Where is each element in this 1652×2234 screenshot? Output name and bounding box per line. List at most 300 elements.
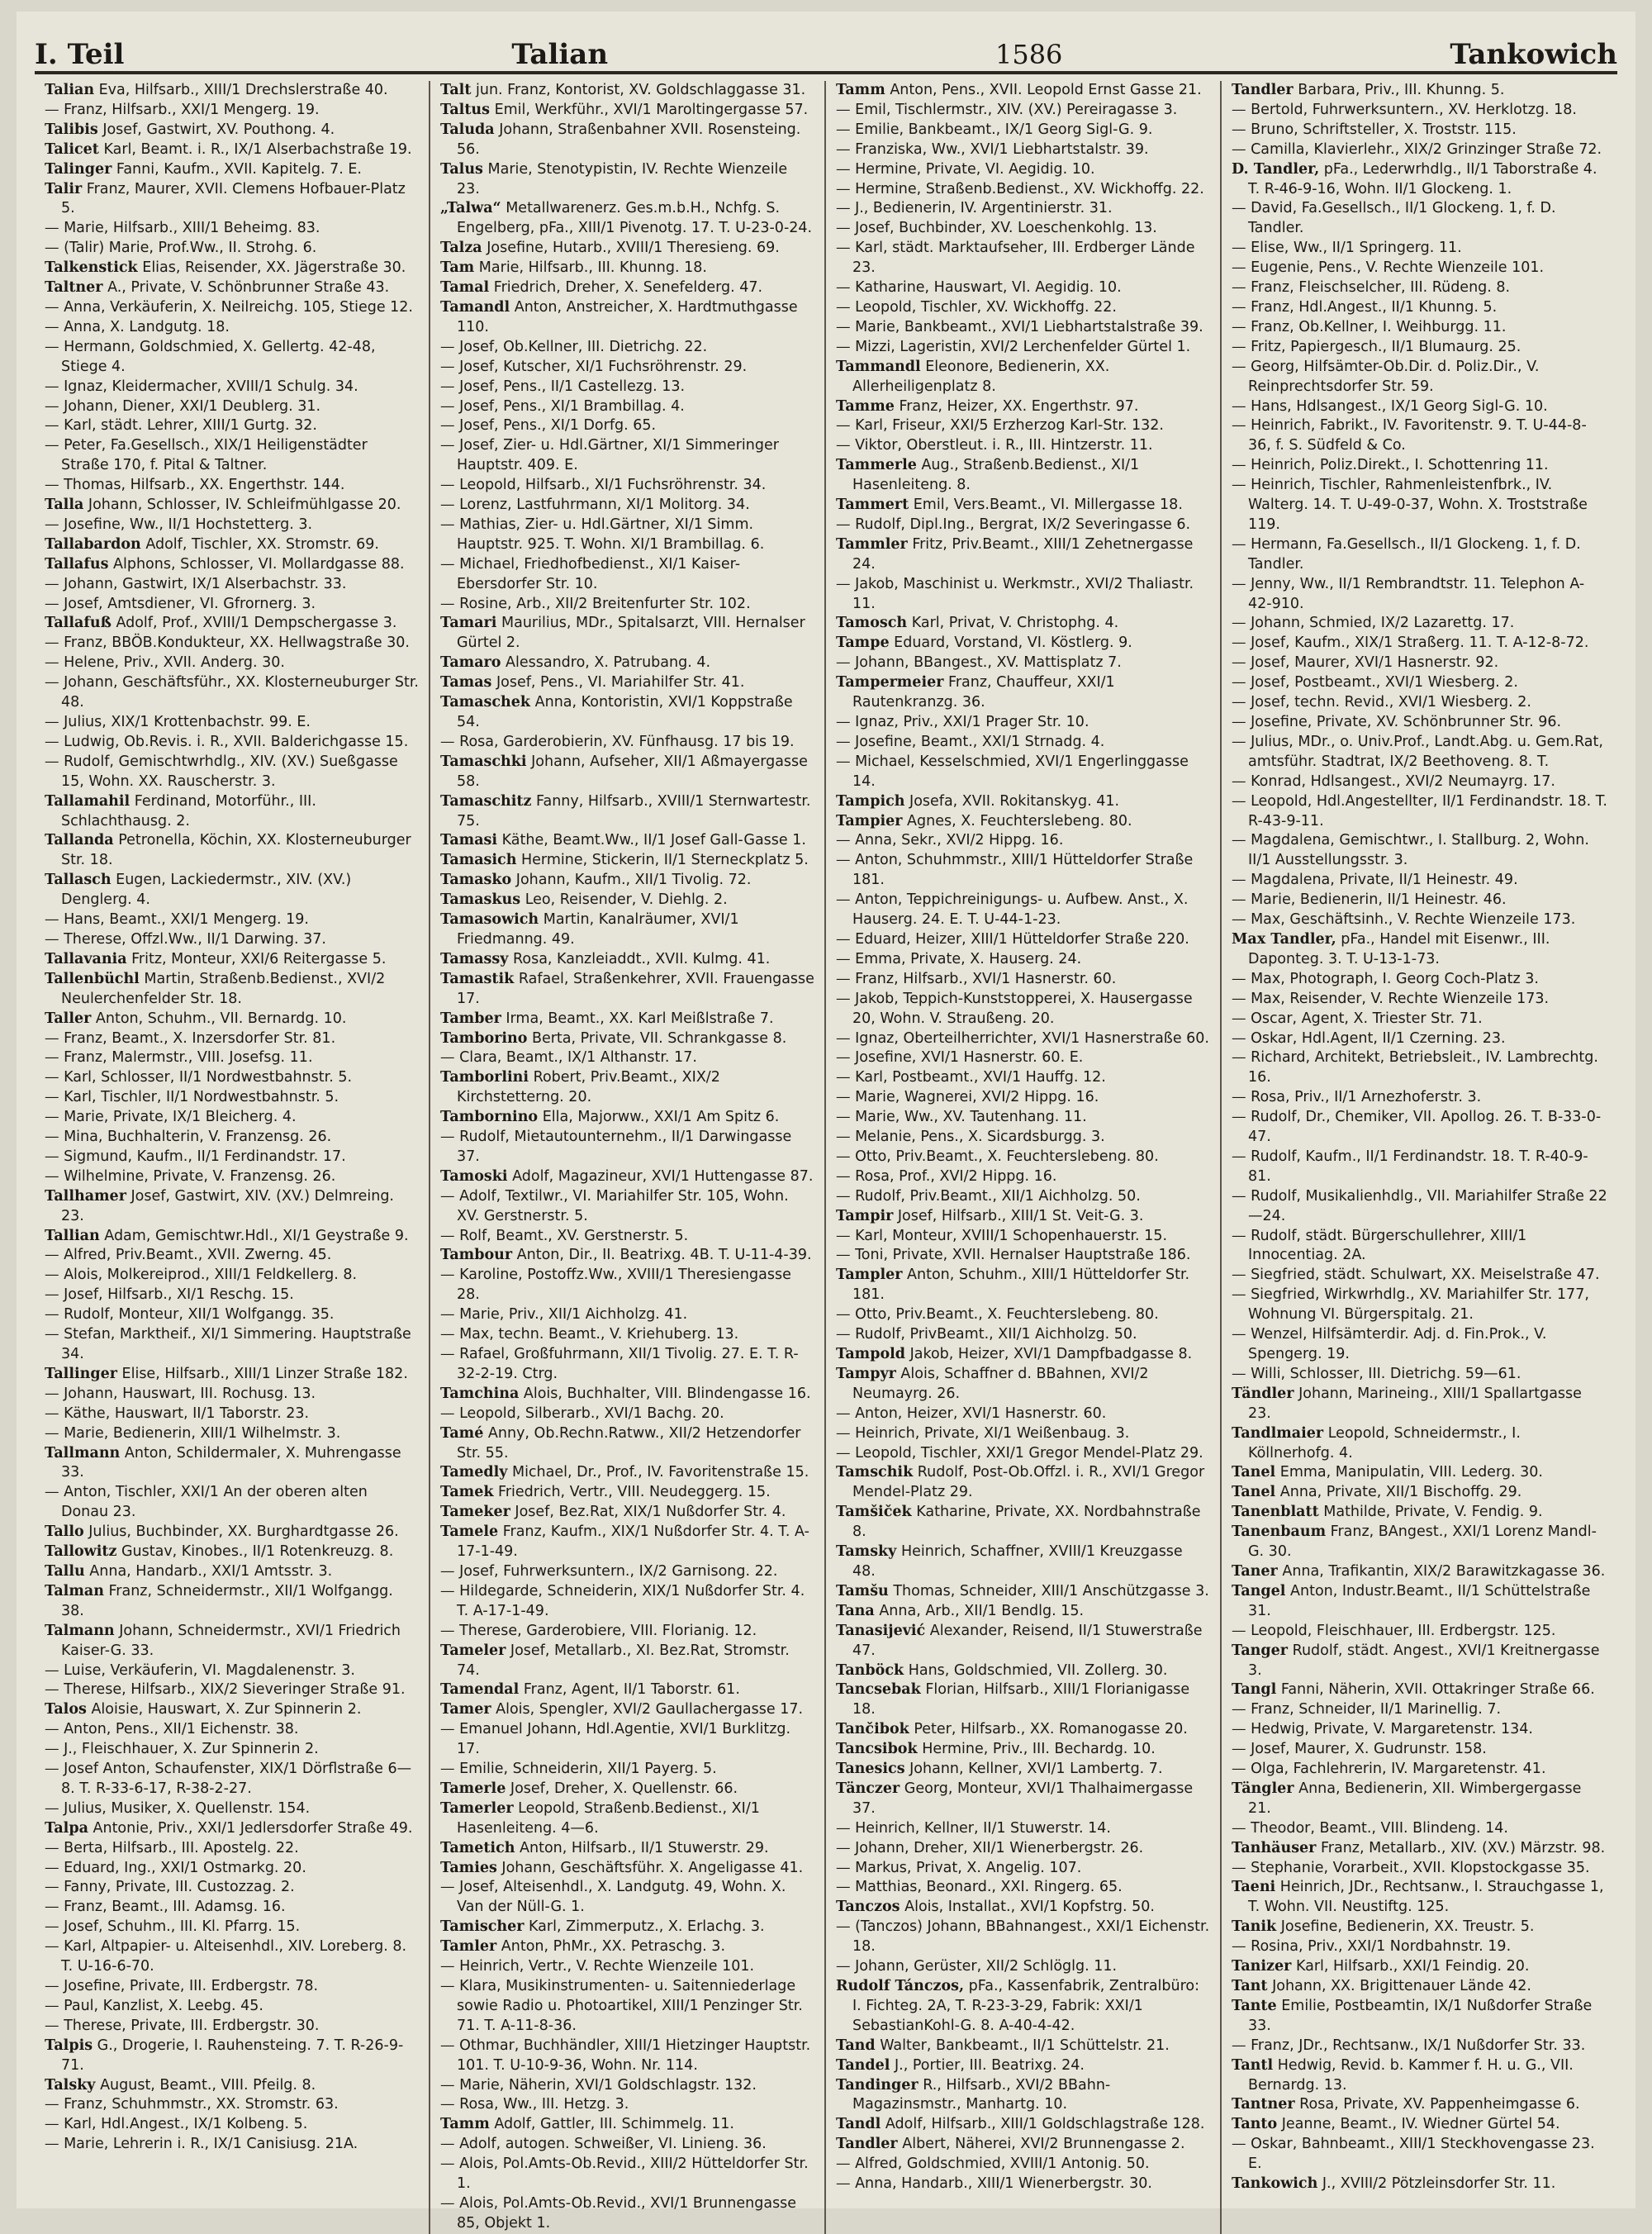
directory-entry (45, 1859, 419, 1879)
entry-name: — (1232, 358, 1246, 375)
entry-details: Heinrich, JDr., Rechtsanw., I. Strauchgasse 1, T. Wohn. VII. Neustiftg. 125. (1248, 1879, 1604, 1916)
entry-name: — (45, 477, 59, 494)
entry-details: Josef, Pens., XI/1 Brambillag. 4. (459, 397, 685, 415)
directory-entry (836, 298, 1210, 318)
entry-name: — (45, 654, 59, 672)
entry-name: Tamaskus (440, 891, 521, 909)
entry-details: Clara, Beamt., IX/1 Althanstr. 17. (459, 1049, 697, 1067)
entry-details: Josef, Fuhrwerksuntern., IX/2 Garnisong. 22. (459, 1562, 778, 1580)
directory-entry (836, 535, 1210, 575)
directory-entry (45, 673, 419, 713)
entry-name: Tallamahil (45, 792, 131, 810)
directory-entry (1232, 140, 1607, 160)
entry-details: Anton, PhMr., XX. Petraschg. 3. (501, 1938, 726, 1956)
entry-details: Josefine, Hutarb., XVIII/1 Theresieng. 69. (487, 240, 780, 257)
entry-details: Rosine, Arb., XII/2 Breitenfurter Str. 102. (459, 595, 751, 612)
entry-name: — (440, 397, 455, 415)
entry-details: Franz, Heizer, XX. Engerthstr. 97. (899, 397, 1139, 415)
entry-name: — (836, 1918, 851, 1936)
entry-details: Josef, Schuhm., III. Kl. Pfarrg. 15. (64, 1918, 301, 1936)
directory-entry (1232, 1048, 1607, 1088)
entry-name: — (45, 1326, 59, 1343)
entry-details: Karl, Monteur, XVIII/1 Schopenhauerstr. 15. (855, 1227, 1168, 1244)
entry-name: — (1232, 397, 1246, 415)
entry-name: Tändler (1232, 1385, 1294, 1402)
entry-name: — (45, 1167, 59, 1185)
entry-details: Anna, Private, XII/1 Bischoffg. 29. (1279, 1484, 1522, 1501)
directory-entry (440, 1562, 814, 1582)
directory-entry (836, 2115, 1210, 2135)
entry-name: Taeni (1232, 1879, 1276, 1896)
entry-name: — (1232, 1741, 1246, 1758)
directory-entry (440, 693, 814, 733)
entry-name: Tamerle (440, 1780, 506, 1797)
entry-details: Josef, Amtsdiener, VI. Gfrornerg. 3. (64, 595, 316, 612)
entry-name: Tandlmaier (1232, 1424, 1324, 1442)
column-1 (35, 81, 430, 2234)
entry-name: Tanenblatt (1232, 1504, 1319, 1521)
entry-details: Peter, Fa.Gesellsch., XIX/1 Heiligenstädter Straße 170, f. Pital & Taltner. (61, 437, 368, 474)
directory-entry (45, 1227, 419, 1247)
entry-details: (Talir) Marie, Prof.Ww., II. Strohg. 6. (64, 240, 317, 257)
entry-details: Leopold, Schneidermstr., I. Köllnerhofg. 4. (1248, 1424, 1521, 1462)
directory-entry (836, 970, 1210, 990)
entry-details: Karl, Friseur, XXI/5 Erzherzog Karl-Str. 132. (855, 417, 1164, 435)
entry-details: Josef, Kaufm., XIX/1 Straßerg. 11. T. A-12-8-72. (1251, 635, 1589, 652)
entry-details: Karl, Tischler, II/1 Nordwestbahnstr. 5. (64, 1089, 339, 1106)
entry-name: Tameker (440, 1504, 510, 1521)
entry-name: — (45, 2116, 59, 2133)
entry-details: Hermine, Stickerin, II/1 Sterneckplatz 5. (521, 852, 809, 869)
directory-entry (836, 673, 1210, 713)
entry-name: — (45, 1661, 59, 1679)
entry-name: — (45, 1859, 59, 1876)
entry-name: — (836, 1167, 851, 1185)
directory-entry (836, 1898, 1210, 1918)
directory-entry (45, 2037, 419, 2076)
entry-name: Tanik (1232, 1918, 1277, 1936)
entry-name: — (45, 2136, 59, 2153)
entry-details: Franz, Metallarb., XIV. (XV.) Märzstr. 98. (1320, 1839, 1606, 1856)
directory-entry (45, 2076, 419, 2096)
directory-page (17, 12, 1635, 2232)
entry-details: Jeanne, Beamt., IV. Wiedner Gürtel 54. (1281, 2116, 1560, 2133)
entry-details: Marie, Priv., XII/1 Aichholzg. 41. (459, 1306, 688, 1324)
entry-name: — (1232, 140, 1246, 158)
directory-entry (440, 1977, 814, 2037)
directory-entry (1232, 1622, 1607, 1642)
directory-entry (45, 1760, 419, 1799)
entry-name: Tamborino (440, 1029, 528, 1047)
entry-details: Hedwig, Revid. b. Kammer f. H. u. G., VII. Bernardg. 13. (1248, 2056, 1574, 2094)
entry-name: — (45, 220, 59, 237)
directory-entry (1232, 318, 1607, 338)
directory-entry (45, 2017, 419, 2037)
entry-details: Josefine, XVI/1 Hasnerstr. 60. E. (855, 1049, 1084, 1067)
entry-name: Tallu (45, 1562, 85, 1580)
directory-entry (440, 970, 814, 1010)
entry-details: Ignaz, Oberteilherrichter, XVI/1 Hasnerstraße 60. (855, 1029, 1209, 1047)
directory-entry (836, 1918, 1210, 1957)
entry-details: Alois, Installat., XVI/1 Kopfstrg. 50. (904, 1899, 1155, 1916)
entry-name: Tallo (45, 1523, 84, 1541)
entry-details: Antonie, Priv., XXI/1 Jedlersdorfer Straße 49. (93, 1819, 413, 1837)
directory-entry (440, 397, 814, 417)
entry-name: Tammler (836, 535, 908, 553)
directory-entry (1232, 535, 1607, 575)
entry-name: Tamšu (836, 1582, 889, 1599)
entry-details: Anton, Schuhmmstr., XIII/1 Hütteldorfer Straße 181. (852, 852, 1194, 889)
entry-name: — (836, 1326, 851, 1343)
directory-entry (836, 1582, 1210, 1602)
entry-name: — (45, 1405, 59, 1422)
entry-name: Tam (440, 259, 475, 277)
directory-entry (45, 1819, 419, 1839)
directory-entry (1232, 1720, 1607, 1740)
entry-name: — (45, 1089, 59, 1106)
entry-details: Josef, Metallarb., XI. Bez.Rat, Stromstr. 74. (457, 1642, 790, 1679)
entry-name: — (1232, 1049, 1246, 1067)
entry-name: — (1232, 714, 1246, 730)
entry-details: Theodor, Beamt., VIII. Blindeng. 14. (1251, 1819, 1508, 1837)
entry-name: — (45, 1761, 59, 1778)
entry-details: J., Portier, III. Beatrixg. 24. (895, 2056, 1085, 2074)
entry-details: Marie, Ww., XV. Tautenhang. 11. (855, 1109, 1087, 1126)
entry-details: Leopold, Hilfsarb., XI/1 Fuchsröhrenstr. 34. (459, 477, 767, 494)
entry-name: — (836, 1049, 851, 1067)
entry-name: — (836, 970, 851, 987)
directory-entry (1232, 1523, 1607, 1562)
entry-name: Talibis (45, 121, 98, 138)
directory-entry (440, 1167, 814, 1187)
entry-details: Hermann, Fa.Gesellsch., II/1 Glockeng. 1, f. D. Tandler. (1248, 535, 1581, 573)
directory-entry (836, 1859, 1210, 1879)
directory-entry (45, 1148, 419, 1167)
entry-name: — (440, 555, 455, 573)
directory-entry (1232, 101, 1607, 121)
entry-name: — (1232, 1227, 1246, 1244)
directory-entry (45, 1286, 419, 1305)
entry-details: Franz, Hilfsarb., XXI/1 Mengerg. 19. (64, 101, 320, 118)
entry-name: — (1232, 792, 1246, 810)
directory-entry (45, 575, 419, 595)
entry-details: Michael, Friedhofbedienst., XI/1 Kaiser-Ebersdorfer Str. 10. (457, 555, 741, 592)
entry-details: Fritz, Priv.Beamt., XIII/1 Zehetnergasse 24. (852, 535, 1194, 573)
directory-entry (440, 1878, 814, 1918)
entry-details: Karl, städt. Marktaufseher, III. Erdberger Lände 23. (852, 240, 1195, 277)
entry-details: Anna, Sekr., XVI/2 Hippg. 16. (855, 832, 1064, 849)
part-label: I. Teil (35, 38, 125, 71)
entry-name: — (45, 397, 59, 415)
directory-entry (440, 1068, 814, 1108)
directory-entry (1232, 930, 1607, 970)
entry-details: Magdalena, Gemischtwr., I. Stallburg. 2, Wohn. II/1 Ausstellungsstr. 3. (1248, 832, 1589, 869)
entry-details: Josef, Alteisenhdl., X. Landgutg. 49, Wohn. X. Van der Nüll-G. 1. (457, 1879, 786, 1916)
entry-details: Paul, Kanzlist, X. Leebg. 45. (64, 1997, 263, 2014)
entry-details: Ferdinand, Motorführ., III. Schlachthausg. 2. (61, 792, 316, 829)
directory-entry (45, 1483, 419, 1523)
entry-details: Marie, Hilfsarb., III. Khunng. 18. (478, 259, 707, 277)
directory-entry (45, 614, 419, 634)
entry-name: Tanböck (836, 1661, 904, 1679)
entry-details: Luise, Verkäuferin, VI. Magdalenenstr. 3. (64, 1661, 355, 1679)
entry-details: Fanni, Näherin, XVII. Ottakringer Straße 66. (1280, 1681, 1595, 1699)
entry-name: — (45, 101, 59, 118)
entry-name: — (45, 753, 59, 770)
entry-name: — (45, 911, 59, 929)
entry-name: — (836, 1444, 851, 1462)
directory-entry (836, 318, 1210, 338)
entry-name: — (1232, 318, 1246, 335)
directory-entry (440, 1523, 814, 1562)
directory-entry (45, 1622, 419, 1661)
entry-details: Anton, Pens., XII/1 Eichenstr. 38. (64, 1721, 299, 1738)
entry-details: Anna, Arb., XII/1 Bendlg. 15. (879, 1602, 1085, 1619)
entry-name: — (45, 674, 59, 692)
directory-entry (836, 1148, 1210, 1167)
entry-name: Tallasch (45, 872, 112, 889)
entry-name: — (836, 714, 851, 730)
entry-details: Rosina, Priv., XXI/1 Nordbahnstr. 19. (1251, 1938, 1512, 1956)
entry-details: Thomas, Schneider, XIII/1 Anschützgasse 3. (893, 1582, 1209, 1599)
directory-entry (1232, 1325, 1607, 1365)
entry-details: Franz, Maurer, XVII. Clemens Hofbauer-Platz 5. (61, 180, 406, 217)
entry-name: — (1232, 1938, 1246, 1956)
entry-details: Magdalena, Private, II/1 Heinestr. 49. (1251, 872, 1518, 889)
entry-details: Rafael, Straßenkehrer, XVII. Frauengasse 17. (457, 970, 814, 1007)
directory-entry (45, 1720, 419, 1740)
entry-details: Adolf, Tischler, XX. Stromstr. 69. (145, 535, 379, 553)
entry-details: Adolf, Prof., XVIII/1 Dempschergasse 3. (116, 615, 397, 632)
entry-name: Tandl (836, 2116, 881, 2133)
directory-entry (836, 1048, 1210, 1068)
entry-details: Alfred, Goldschmied, XVIII/1 Antonig. 50. (855, 2156, 1150, 2173)
directory-entry (1232, 1582, 1607, 1622)
entry-details: Aloisie, Hauswart, X. Zur Spinnerin 2. (91, 1701, 362, 1718)
entry-name: Tamele (440, 1523, 499, 1541)
entry-details: Emilie, Bankbeamt., IX/1 Georg Sigl-G. 9. (855, 121, 1153, 138)
entry-name: — (1232, 654, 1246, 672)
entry-name: Talkenstick (45, 259, 138, 277)
entry-details: Fanni, Kaufm., XVII. Kapitelg. 7. E. (116, 160, 362, 178)
directory-entry (45, 1740, 419, 1760)
directory-entry (440, 516, 814, 555)
directory-entry (45, 121, 419, 140)
entry-name: — (440, 1187, 455, 1205)
entry-name: Tallhamer (45, 1187, 126, 1205)
entry-name: Tana (836, 1602, 875, 1619)
entry-name: — (836, 417, 851, 435)
directory-entry (440, 2076, 814, 2096)
directory-entry (45, 1799, 419, 1819)
directory-entry (1232, 575, 1607, 615)
entry-name: — (836, 1839, 851, 1856)
directory-entry (1232, 2115, 1607, 2135)
directory-entry (440, 1108, 814, 1128)
directory-entry (440, 2095, 814, 2115)
entry-details: Leo, Reisender, V. Diehlg. 2. (525, 891, 728, 909)
directory-entry (440, 1483, 814, 1503)
entry-name: — (440, 378, 455, 395)
entry-details: Johann, XX. Brigittenauer Lände 42. (1272, 1978, 1531, 1994)
entry-name: Tampyr (836, 1365, 896, 1382)
directory-entry (1232, 891, 1607, 910)
directory-entry (836, 180, 1210, 200)
entry-details: Leopold, Hdl.Angestellter, II/1 Ferdinandstr. 18. T. R-43-9-11. (1248, 792, 1607, 829)
entry-name: Tammerle (836, 457, 917, 474)
directory-entry (45, 1305, 419, 1325)
entry-details: Berta, Private, VII. Schrankgasse 8. (531, 1029, 787, 1047)
directory-entry (45, 1582, 419, 1622)
entry-name: — (836, 930, 851, 948)
directory-entry (836, 81, 1210, 101)
directory-entry (440, 298, 814, 338)
directory-entry (1232, 1286, 1607, 1325)
directory-entry (440, 1463, 814, 1483)
entry-name: — (836, 1859, 851, 1876)
directory-entry (1232, 772, 1607, 792)
directory-entry (440, 1246, 814, 1266)
entry-name: — (45, 1799, 59, 1817)
directory-entry (836, 1029, 1210, 1049)
directory-entry (45, 1405, 419, 1424)
directory-entry (1232, 990, 1607, 1010)
page-header (35, 33, 1617, 74)
directory-entry (440, 891, 814, 910)
directory-entry (836, 1602, 1210, 1622)
directory-entry (45, 1523, 419, 1542)
entry-name: Tantner (1232, 2096, 1295, 2113)
directory-entry (440, 1720, 814, 1760)
directory-entry (1232, 1227, 1607, 1267)
entry-details: Marie, Bedienerin, II/1 Heinestr. 46. (1251, 891, 1507, 909)
entry-name: Talt (440, 82, 472, 98)
entry-details: Emma, Manipulatin, VIII. Lederg. 30. (1279, 1464, 1543, 1481)
directory-entry (45, 1898, 419, 1918)
directory-entry (836, 140, 1210, 160)
entry-name: Tangl (1232, 1681, 1277, 1699)
directory-entry (1232, 199, 1607, 239)
entry-name: — (836, 1187, 851, 1205)
directory-entry (45, 476, 419, 496)
first-entry-guide-word: Talian (511, 38, 609, 71)
directory-entry (440, 416, 814, 436)
directory-entry (1232, 1562, 1607, 1582)
directory-entry (836, 1227, 1210, 1247)
entry-name: Rudolf Tánczos, (836, 1978, 965, 1994)
directory-entry (45, 239, 419, 259)
entry-details: Florian, Hilfsarb., XIII/1 Florianigasse 18. (852, 1681, 1190, 1718)
directory-entry (836, 1266, 1210, 1305)
entry-name: — (1232, 1148, 1246, 1165)
page-number: 1586 (995, 39, 1063, 70)
entry-details: Johann, Geschäftsführ. X. Angeligasse 41. (501, 1859, 804, 1876)
entry-details: Josefine, Beamt., XXI/1 Strnadg. 4. (855, 733, 1105, 750)
entry-details: Josefine, Bedienerin, XX. Treustr. 5. (1280, 1918, 1535, 1936)
entry-details: Mathilde, Private, V. Fendig. 9. (1323, 1504, 1543, 1521)
directory-entry (836, 1780, 1210, 1819)
entry-details: Otto, Priv.Beamt., X. Feuchterslebeng. 80. (855, 1148, 1159, 1165)
entry-name: — (1232, 200, 1246, 217)
entry-name: — (440, 1346, 455, 1362)
entry-details: Oskar, Hdl.Agent, II/1 Czerning. 23. (1251, 1029, 1506, 1047)
entry-name: — (1232, 1622, 1246, 1639)
directory-entry (45, 555, 419, 575)
directory-entry (836, 1720, 1210, 1740)
directory-columns (35, 81, 1617, 2232)
entry-details: Mizzi, Lageristin, XVI/2 Lerchenfelder Gürtel 1. (855, 338, 1191, 355)
entry-name: — (836, 891, 851, 909)
directory-entry (836, 634, 1210, 654)
entry-name: Tammert (836, 497, 909, 514)
entry-details: Marie, Stenotypistin, IV. Rechte Wienzeile 23. (457, 160, 788, 197)
entry-details: Josef, Gastwirt, XIV. (XV.) Delmreing. 23. (61, 1187, 394, 1224)
directory-entry (45, 219, 419, 239)
entry-name: — (45, 1247, 59, 1264)
entry-name: Tancsebak (836, 1681, 921, 1699)
directory-entry (836, 121, 1210, 140)
directory-entry (1232, 654, 1607, 673)
entry-details: Josef, Hilfsarb., XI/1 Reschg. 15. (64, 1286, 294, 1304)
entry-name: — (836, 516, 851, 533)
directory-entry (45, 81, 419, 101)
directory-entry (440, 1305, 814, 1325)
entry-name: Tamedly (440, 1464, 508, 1481)
entry-details: Agnes, X. Feuchterslebeng. 80. (907, 812, 1132, 829)
entry-details: Rudolf, städt. Bürgerschullehrer, XIII/1 Innocentiag. 2A. (1248, 1227, 1527, 1264)
entry-details: Karl, Hdl.Angest., IX/1 Kolbeng. 5. (64, 2116, 308, 2133)
entry-details: Rudolf, Musikalienhdlg., VII. Mariahilfer Straße 22—24. (1248, 1187, 1607, 1224)
entry-name: — (1232, 1365, 1246, 1382)
entry-name: Tandler (836, 2136, 898, 2153)
entry-details: Anna, Handarb., XXI/1 Amtsstr. 3. (89, 1562, 333, 1580)
directory-entry (1232, 1148, 1607, 1187)
entry-details: Rudolf, PrivBeamt., XII/1 Aichholzg. 50. (855, 1326, 1137, 1343)
directory-entry (836, 1503, 1210, 1542)
entry-details: G., Drogerie, I. Rauhensteing. 7. T. R-26-9-71. (61, 2037, 404, 2074)
directory-entry (45, 1246, 419, 1266)
entry-name: — (45, 635, 59, 652)
directory-entry (1232, 1365, 1607, 1385)
entry-name: — (45, 1899, 59, 1916)
directory-entry (836, 654, 1210, 673)
entry-details: Marie, Private, IX/1 Bleicherg. 4. (64, 1109, 297, 1126)
entry-name: — (440, 2076, 455, 2094)
entry-details: Anton, Schuhm., VII. Bernardg. 10. (95, 1010, 347, 1027)
entry-details: Alois, Schaffner d. BBahnen, XVI/2 Neumayrg. 26. (852, 1365, 1149, 1402)
directory-entry (440, 910, 814, 950)
entry-name: Tamaschki (440, 753, 527, 770)
directory-entry (1232, 298, 1607, 318)
entry-name: — (836, 733, 851, 750)
entry-name: Tamme (836, 397, 895, 415)
entry-name: — (836, 1148, 851, 1165)
directory-entry (1232, 81, 1607, 101)
entry-name: Tamas (440, 674, 492, 692)
directory-entry (45, 535, 419, 555)
entry-name: — (1232, 1761, 1246, 1778)
directory-entry (440, 654, 814, 673)
directory-entry (45, 1424, 419, 1444)
entry-name: Tanhäuser (1232, 1839, 1317, 1856)
directory-entry (440, 871, 814, 891)
entry-details: Karl, Schlosser, II/1 Nordwestbahnstr. 5. (64, 1069, 353, 1086)
entry-name: — (45, 1978, 59, 1994)
entry-name: — (1232, 990, 1246, 1007)
directory-entry (45, 1661, 419, 1681)
entry-name: — (45, 338, 59, 355)
directory-entry (440, 378, 814, 397)
